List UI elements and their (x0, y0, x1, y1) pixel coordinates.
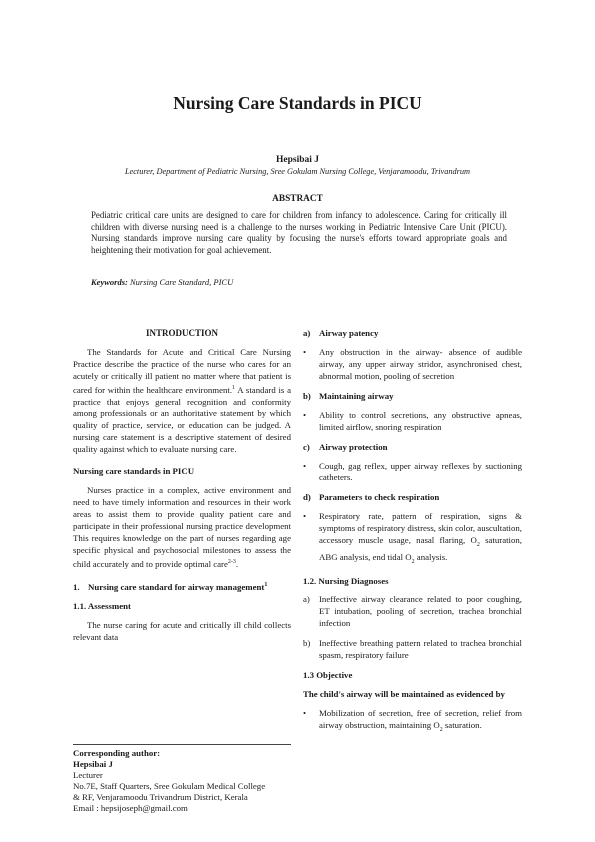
airway-patency-heading (303, 328, 522, 338)
list-item (303, 708, 522, 737)
bullet-text: Cough, gag reflex, upper airway reflexes by suctioning catheters. (319, 460, 522, 483)
item-letter: b) (303, 638, 311, 649)
respiration-parameters-heading (303, 492, 522, 502)
heading-text: Maintaining airway (319, 390, 394, 401)
heading-text: Parameters to check respiration (319, 492, 440, 503)
section-number: 1. (73, 582, 80, 593)
bullet-icon: • (303, 708, 307, 718)
objective-heading: 1.3 Objective (303, 670, 353, 680)
author-affiliation: Lecturer, Department of Pediatric Nursing, Sree Gokulam Nursing College, Venjaramoodu, Trivandrum (124, 167, 471, 176)
abstract-text: Pediatric critical care units are designed to care for children from infancy to adolescence. Caring for critically ill children with diverse nursing need is a challenge to the nurses working in Pediatric Intensive Care Unit (PICU). Nursing standards improve nursing care quality by focusing the nurse's efforts toward appropriate goals and heightening their motivation for goal achievement. (91, 210, 507, 255)
assessment-heading: 1.1. Assessment (73, 601, 131, 612)
subscript: 2 (411, 558, 415, 565)
bullet-text (319, 511, 522, 568)
item-letter: d) (303, 492, 311, 503)
objective-statement: The child's airway will be maintained as evidenced by (303, 689, 505, 699)
bullet-text-b: saturation, ABG analysis, end tidal O (319, 535, 522, 562)
subscript: 2 (439, 726, 443, 733)
introduction-paragraph (73, 347, 291, 456)
corresponding-label: Corresponding author: (73, 748, 161, 758)
item-letter: c) (303, 441, 310, 452)
standards-heading: Nursing care standards in PICU (73, 466, 195, 477)
bullet-text-a: Respiratory rate, pattern of respiration, signs & symptoms of respiratory distress, skin color, auscultation, accessory muscle usage, nasal flaring, O (319, 511, 522, 546)
keywords-value: Nursing Care Standard, PICU (129, 277, 234, 287)
standards-paragraph (73, 485, 291, 570)
corresponding-name: Hepsibai J (73, 758, 113, 769)
airway-protection-heading (303, 442, 522, 452)
citation-sup: 1 (264, 582, 268, 589)
abstract-heading: ABSTRACT (272, 194, 323, 204)
assessment-text: The nurse caring for acute and critically ill child collects relevant data (73, 620, 291, 643)
item-letter: b) (303, 390, 311, 401)
list-item (303, 594, 522, 630)
list-item (303, 638, 522, 662)
list-item (303, 410, 522, 434)
item-letter: a) (303, 328, 311, 338)
item-text: Ineffective breathing pattern related to trachea bronchial spasm, respiratory failure (319, 638, 522, 661)
bullet-text: Any obstruction in the airway- absence of audible airway, any upper airway stridor, asynchronised chest, abnormal motion, pooling of secretion (319, 347, 522, 381)
bullet-icon: • (303, 460, 307, 471)
bullet-text-c: analysis. (414, 551, 448, 562)
standards-text: Nurses practice in a complex, active environment and need to have timely information and resources in their work areas to assist them to provide quality patient care and participate in their professional nursing practice development This requires knowledge on the part of nurses regarding age specific physical and psychosocial milestones to assess the child accurately and to provide optimal care (73, 485, 291, 569)
bullet-icon: • (303, 511, 307, 522)
introduction-text-b: A standard is a practice that enjoys general recognition and conformity among professionals or an authoritative statement by which quality of practice, service, or education can be judged. A nursing care statement is a descriptive statement of desired quality against which to evaluate nursing care. (73, 384, 291, 455)
list-item (303, 461, 522, 485)
corresponding-email: Email : hepsijoseph@gmail.com (73, 802, 188, 813)
nursing-diagnoses-heading: 1.2. Nursing Diagnoses (303, 576, 389, 587)
bullet-icon: • (303, 409, 307, 420)
airway-section-heading (73, 582, 291, 592)
introduction-text-a: The Standards for Acute and Critical Care Nursing Practice describe the practice of the nurse who cares for an acutely or critically ill patient no matter where that patient is cared for within the healthcare environment. (73, 347, 291, 395)
list-item (303, 347, 522, 383)
list-item (303, 511, 522, 568)
paper-title: Nursing Care Standards in PICU (173, 93, 422, 113)
standards-end: . (235, 558, 239, 569)
left-column (73, 328, 291, 644)
bullet-icon: • (303, 347, 307, 357)
maintaining-airway-heading (303, 391, 522, 401)
corresponding-author-box (73, 744, 291, 813)
bullet-text-b: saturation. (442, 719, 482, 730)
item-text: Ineffective airway clearance related to poor coughing, ET intubation, pooling of secretion, trachea bronchial infection (319, 594, 522, 629)
right-column (303, 328, 522, 745)
subscript: 2 (476, 541, 480, 548)
bullet-text: Ability to control secretions, any obstructive apneas, limited airflow, snoring respiration (319, 409, 522, 432)
citation-sup: 2-3 (227, 558, 236, 565)
keywords-label: Keywords: (91, 277, 128, 287)
citation-sup: 1 (232, 384, 236, 391)
introduction-heading: INTRODUCTION (145, 328, 218, 338)
item-letter: a) (303, 594, 310, 605)
author-name: Hepsibai J (275, 155, 320, 165)
corresponding-address-2: & RF, Venjaramoodu Trivandrum District, Kerala (73, 791, 248, 802)
bullet-text (319, 708, 522, 737)
corresponding-role: Lecturer (73, 769, 103, 780)
heading-text: Airway protection (319, 441, 388, 452)
airway-heading-text: Nursing care standard for airway management (88, 582, 265, 593)
corresponding-address-1: No.7E, Staff Quarters, Sree Gokulam Medical College (73, 780, 266, 791)
bullet-text-a: Mobilization of secretion, free of secretion, relief from airway obstruction, maintaining O (319, 708, 522, 730)
keywords-line (91, 277, 233, 287)
heading-text: Airway patency (319, 328, 379, 338)
